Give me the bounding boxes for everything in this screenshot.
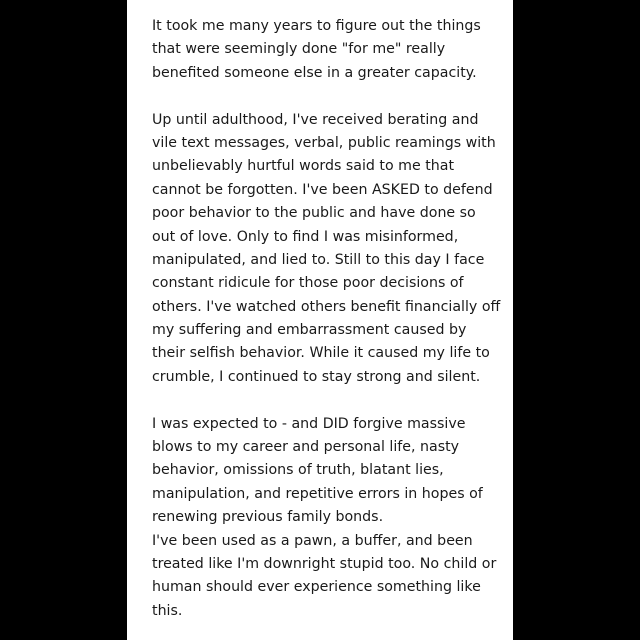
paragraph-4 [152, 530, 497, 624]
text-line: I was expected to - and DID forgive massive [152, 415, 466, 432]
text-line: this. [152, 602, 183, 619]
statement-text [152, 15, 501, 623]
text-line: manipulation, and repetitive errors in hopes of [152, 485, 483, 502]
text-line: treated like I'm downright stupid too. No child or [152, 555, 497, 572]
text-line: cannot be forgotten. I've been ASKED to defend [152, 181, 493, 198]
text-line: blows to my career and personal life, nasty [152, 439, 460, 456]
paragraph-1 [152, 15, 492, 85]
text-page [127, 0, 513, 640]
text-line: constant ridicule for those poor decisions of [152, 275, 464, 292]
text-line: human should ever experience something like [152, 579, 481, 596]
text-line: vile text messages, verbal, public reamings with [152, 134, 496, 151]
text-line: that were seemingly done "for me" really [152, 41, 446, 58]
paragraph-3 [152, 413, 492, 530]
text-line: others. I've watched others benefit financially off [152, 298, 501, 315]
text-line: my suffering and embarrassment caused by [152, 322, 467, 339]
text-line: out of love. Only to find I was misinformed, [152, 228, 459, 245]
paragraph-gap [152, 85, 492, 108]
paragraph-2 [152, 109, 501, 390]
text-line: poor behavior to the public and have done so [152, 205, 476, 222]
text-line: behavior, omissions of truth, blatant lies, [152, 462, 444, 479]
text-line: Up until adulthood, I've received berating and [152, 111, 479, 128]
text-line: I've been used as a pawn, a buffer, and been [152, 532, 473, 549]
text-line: It took me many years to figure out the things [152, 18, 481, 34]
paragraph-gap [152, 389, 492, 412]
text-line: benefited someone else in a greater capacity. [152, 64, 477, 81]
text-line: renewing previous family bonds. [152, 509, 384, 526]
text-line: their selfish behavior. While it caused my life to [152, 345, 490, 362]
text-line: unbelievably hurtful words said to me that [152, 158, 455, 175]
text-line: crumble, I continued to stay strong and silent. [152, 368, 481, 385]
text-line: manipulated, and lied to. Still to this day I face [152, 251, 485, 268]
